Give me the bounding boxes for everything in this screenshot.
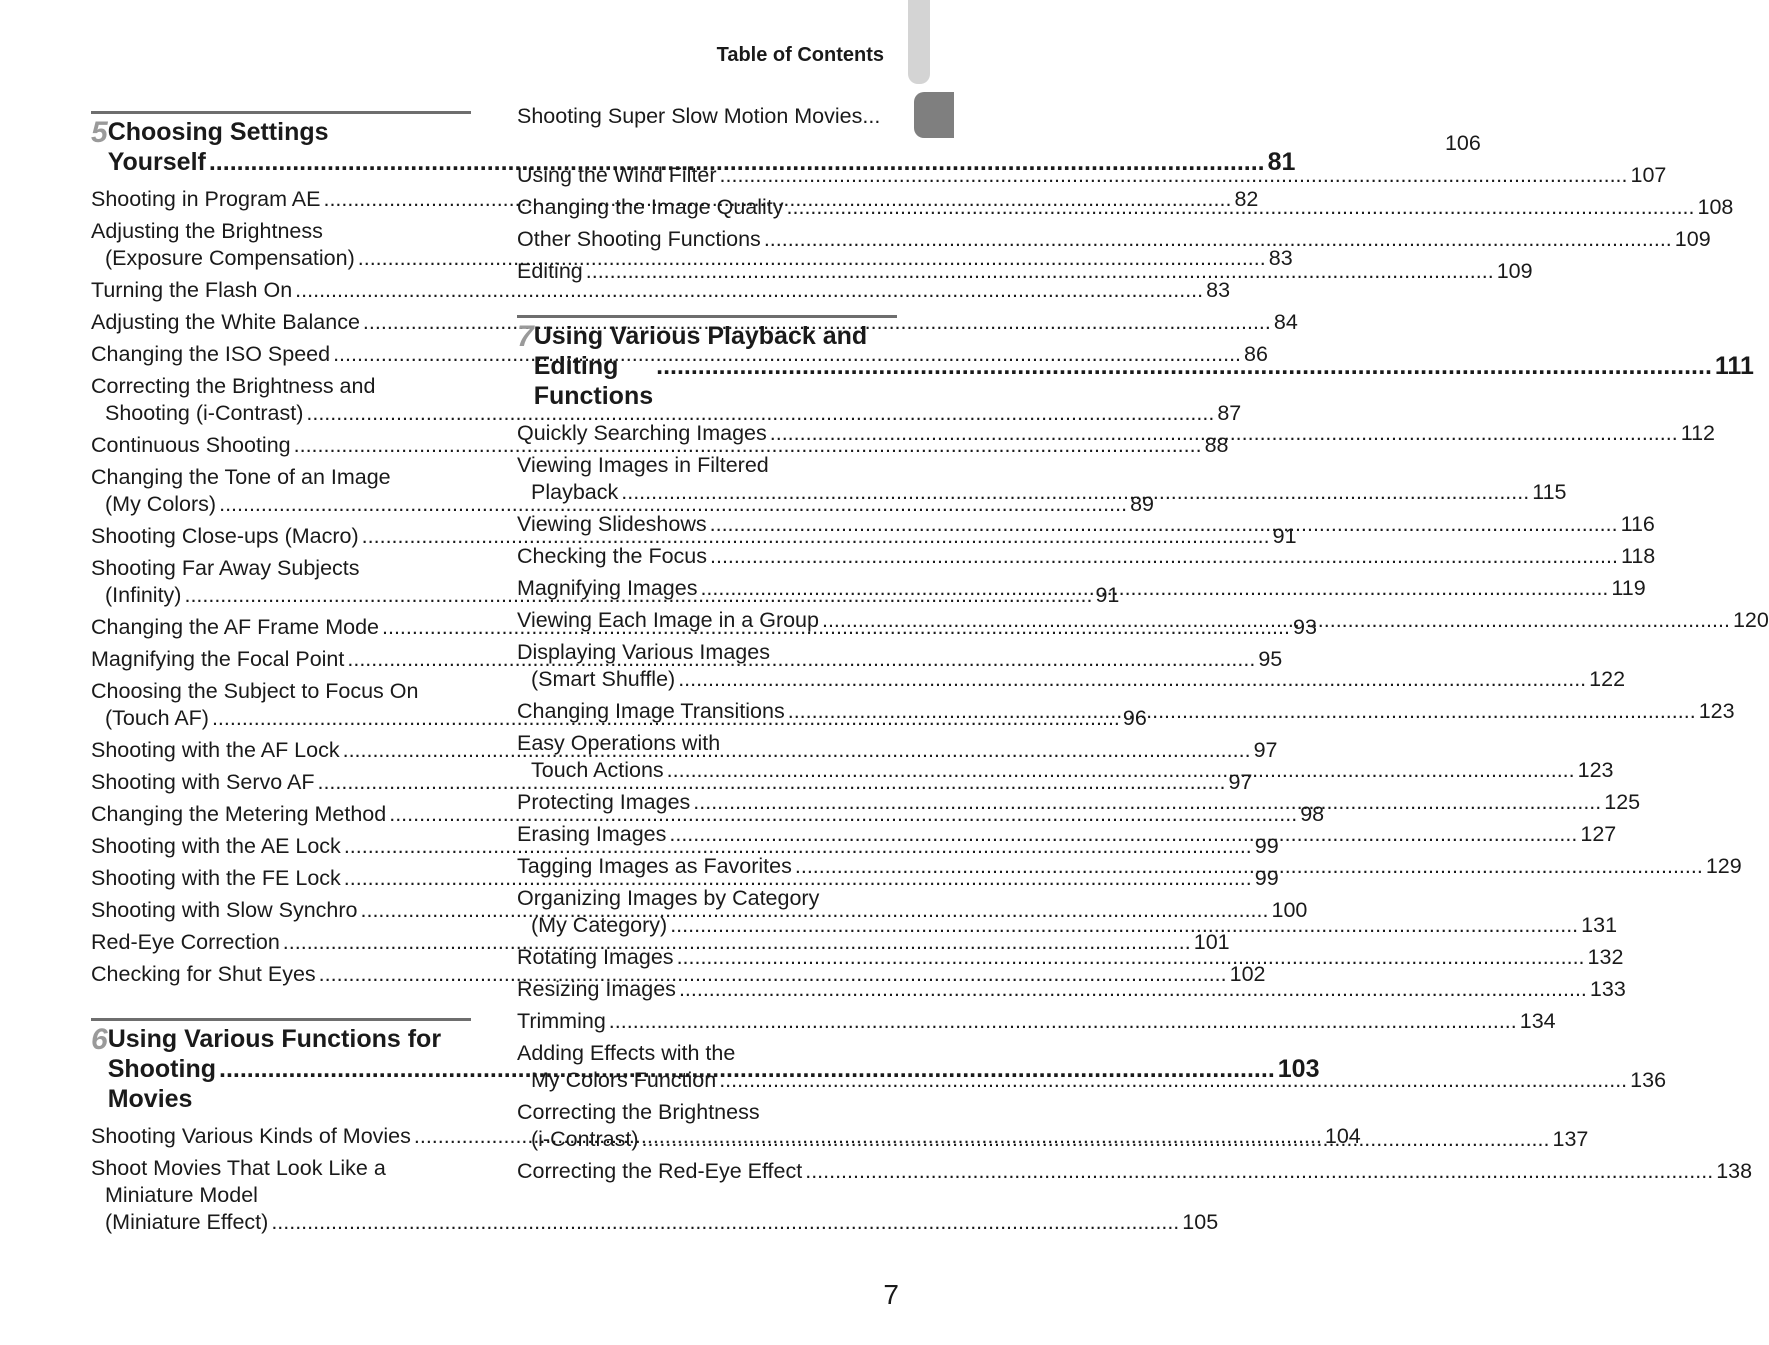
toc-entry-page: 118 bbox=[1620, 544, 1656, 568]
toc-entry-page: 115 bbox=[1532, 480, 1567, 504]
toc-entry-line: Organizing Images by Category bbox=[517, 886, 820, 910]
section-title-line: Using Various Playback and bbox=[533, 322, 868, 350]
section-page: 103 bbox=[1277, 1055, 1320, 1083]
toc-entry-label: Shooting with the AE Lock bbox=[91, 834, 341, 858]
toc-entry-label: Trimming bbox=[517, 1009, 606, 1033]
chapter-number: 7 bbox=[517, 320, 534, 353]
toc-entry-page: 89 bbox=[1130, 492, 1154, 516]
toc-entry-label: Shooting Various Kinds of Movies bbox=[91, 1124, 411, 1148]
toc-entry-label: Shooting (i-Contrast) bbox=[105, 401, 304, 425]
section-title bbox=[534, 321, 1754, 411]
toc-entry-row bbox=[91, 1209, 1219, 1236]
toc-entry-label: (i-Contrast) bbox=[531, 1127, 639, 1151]
section-title-label: Shooting Movies bbox=[107, 1055, 216, 1113]
toc-entry-label: Viewing Slideshows bbox=[517, 512, 707, 536]
toc-entry[interactable] bbox=[91, 929, 1230, 956]
toc-entry-page: 123 bbox=[1577, 758, 1614, 782]
toc-entry-label: Changing Image Transitions bbox=[517, 699, 785, 723]
toc-entry-label: Protecting Images bbox=[517, 790, 691, 814]
toc-entry-page: 100 bbox=[1271, 898, 1308, 922]
dot-leader bbox=[678, 666, 1586, 693]
toc-entry-label: Shooting with the AF Lock bbox=[91, 738, 340, 762]
toc-entry-line: Shooting Far Away Subjects bbox=[91, 556, 360, 580]
toc-entry[interactable] bbox=[91, 277, 1231, 304]
toc-entry-page: 127 bbox=[1580, 822, 1617, 846]
toc-entry-page: 116 bbox=[1620, 512, 1655, 536]
toc-entry-page: 88 bbox=[1204, 433, 1229, 457]
toc-entry-row bbox=[91, 400, 1242, 427]
toc-entry-label: Changing the Metering Method bbox=[91, 802, 387, 826]
section-page: 81 bbox=[1267, 148, 1296, 176]
dot-leader bbox=[710, 543, 1618, 570]
toc-entry-page: 108 bbox=[1697, 195, 1734, 219]
toc-entry-page: 99 bbox=[1254, 834, 1279, 858]
toc-entry-page: 91 bbox=[1272, 524, 1297, 548]
toc-entry-label: Shooting with Servo AF bbox=[91, 770, 315, 794]
toc-entry-label: Changing the AF Frame Mode bbox=[91, 615, 380, 639]
toc-entry-line: Adjusting the Brightness bbox=[91, 219, 323, 243]
dot-leader bbox=[822, 607, 1730, 634]
toc-entry-page: 137 bbox=[1552, 1127, 1589, 1151]
toc-entry-page: 106 bbox=[1444, 131, 1481, 155]
toc-entry-label: (My Colors) bbox=[105, 492, 217, 516]
toc-entry-page: 93 bbox=[1292, 615, 1317, 639]
toc-entry-page: 133 bbox=[1589, 977, 1626, 1001]
toc-entry[interactable] bbox=[91, 961, 1266, 988]
dot-leader bbox=[586, 258, 1494, 285]
toc-entry-label: Red-Eye Correction bbox=[91, 930, 280, 954]
toc-entry[interactable] bbox=[517, 226, 1711, 253]
toc-entry-page: 122 bbox=[1589, 667, 1626, 691]
toc-entry-row bbox=[517, 666, 1626, 693]
toc-entry-label: My Colors Function bbox=[531, 1068, 717, 1092]
toc-entry-line: Changing the Tone of an Image bbox=[91, 465, 391, 489]
toc-entry-line: Displaying Various Images bbox=[517, 640, 770, 664]
toc-entry-page: 107 bbox=[1630, 163, 1667, 187]
toc-entry-label: (Miniature Effect) bbox=[105, 1210, 269, 1234]
chapter-number: 6 bbox=[91, 1023, 108, 1056]
toc-entry-page: 102 bbox=[1229, 962, 1266, 986]
toc-entry-page: 112 bbox=[1680, 421, 1715, 445]
toc-entry-label: Correcting the Red-Eye Effect bbox=[517, 1159, 803, 1183]
section-title-label: Yourself bbox=[107, 148, 206, 176]
dot-leader bbox=[667, 757, 1575, 784]
toc-entry-page: 98 bbox=[1300, 802, 1325, 826]
toc-entry-row bbox=[517, 226, 1711, 253]
toc-entry-page: 129 bbox=[1705, 854, 1742, 878]
toc-entry-label: Continuous Shooting bbox=[91, 433, 291, 457]
toc-entry-page: 119 bbox=[1611, 576, 1646, 600]
toc-entry[interactable] bbox=[517, 103, 1481, 157]
toc-entry-label: Rotating Images bbox=[517, 945, 674, 969]
toc-entry-page: 87 bbox=[1217, 401, 1242, 425]
toc-entry-row bbox=[517, 944, 1624, 971]
dot-leader bbox=[656, 351, 1712, 381]
toc-entry-label: Magnifying the Focal Point bbox=[91, 647, 345, 671]
toc-entry-page: 105 bbox=[1182, 1210, 1219, 1234]
toc-entry-page: 134 bbox=[1519, 1009, 1556, 1033]
toc-entry-page: 109 bbox=[1674, 227, 1711, 251]
toc-entry-page: 131 bbox=[1581, 913, 1618, 937]
dot-leader bbox=[720, 162, 1628, 189]
toc-entry-label: (Touch AF) bbox=[105, 706, 209, 730]
toc-entry-page: 84 bbox=[1273, 310, 1298, 334]
toc-entry-page: 83 bbox=[1268, 246, 1293, 270]
section-title-line: Choosing Settings bbox=[107, 118, 329, 146]
toc-entry-row bbox=[517, 976, 1626, 1003]
toc-entry-page: 96 bbox=[1122, 706, 1147, 730]
toc-entry-label: Changing the ISO Speed bbox=[91, 342, 331, 366]
running-header: Table of Contents bbox=[716, 44, 884, 66]
toc-entry-row bbox=[91, 341, 1268, 368]
toc-entry-row bbox=[91, 277, 1231, 304]
toc-entry-label: Checking the Focus bbox=[517, 544, 708, 568]
toc-entry-label: (Smart Shuffle) bbox=[531, 667, 676, 691]
toc-entry-page: 123 bbox=[1698, 699, 1735, 723]
toc-entry-page: 104 bbox=[1324, 1124, 1361, 1148]
toc-entry[interactable] bbox=[91, 341, 1268, 368]
toc-entry-row bbox=[91, 961, 1266, 988]
section-page: 111 bbox=[1714, 352, 1754, 380]
toc-entry-label: (Exposure Compensation) bbox=[105, 246, 355, 270]
toc-entry[interactable] bbox=[517, 976, 1626, 1003]
toc-entry-page: 138 bbox=[1716, 1159, 1753, 1183]
dot-leader bbox=[770, 420, 1678, 447]
toc-entry-label: Shooting Close-ups (Macro) bbox=[91, 524, 359, 548]
toc-entry-line: Shooting Super Slow Motion Movies... bbox=[517, 104, 881, 128]
toc-entry-row bbox=[517, 543, 1656, 570]
toc-entry-label: Other Shooting Functions bbox=[517, 227, 761, 251]
toc-entry-label: Touch Actions bbox=[531, 758, 664, 782]
toc-entry-line: Correcting the Brightness bbox=[517, 1100, 760, 1124]
toc-entry-page: 125 bbox=[1604, 790, 1641, 814]
dot-leader bbox=[693, 789, 1601, 816]
toc-entry-line: Viewing Images in Filtered bbox=[517, 453, 769, 477]
toc-entry-page: 86 bbox=[1244, 342, 1268, 366]
toc-entry-label: (My Category) bbox=[531, 913, 668, 937]
dot-leader bbox=[679, 976, 1587, 1003]
toc-entry-line: Choosing the Subject to Focus On bbox=[91, 679, 419, 703]
toc-entry-label: Using the Wind Filter bbox=[517, 163, 717, 187]
toc-entry-label: Resizing Images bbox=[517, 977, 676, 1001]
toc-entry-row bbox=[517, 130, 1481, 157]
dot-leader bbox=[677, 944, 1585, 971]
toc-entry-page: 91 bbox=[1095, 583, 1120, 607]
dot-leader bbox=[795, 853, 1703, 880]
dot-leader bbox=[787, 194, 1695, 221]
toc-entry-label: Tagging Images as Favorites bbox=[517, 854, 792, 878]
section-title-label: Editing Functions bbox=[533, 352, 654, 410]
dot-leader bbox=[621, 479, 1529, 506]
toc-entry-row bbox=[517, 1158, 1753, 1185]
dot-leader bbox=[670, 912, 1578, 939]
toc-entry-label: Quickly Searching Images bbox=[517, 421, 767, 445]
toc-entry-line: Adding Effects with the bbox=[517, 1041, 736, 1065]
toc-entry-line: Correcting the Brightness and bbox=[91, 374, 376, 398]
dot-leader bbox=[669, 821, 1577, 848]
dot-leader bbox=[700, 575, 1608, 602]
toc-entry-label: Magnifying Images bbox=[517, 576, 698, 600]
toc-entry[interactable] bbox=[517, 1158, 1753, 1185]
toc-entry-row bbox=[91, 929, 1230, 956]
toc-entry-page: 109 bbox=[1496, 259, 1533, 283]
dot-leader bbox=[788, 698, 1696, 725]
toc-entry-label: Checking for Shut Eyes bbox=[91, 962, 316, 986]
toc-entry-page: 136 bbox=[1630, 1068, 1667, 1092]
toc-entry-row bbox=[517, 912, 1618, 939]
dot-leader bbox=[764, 226, 1672, 253]
toc-entry[interactable] bbox=[517, 944, 1624, 971]
toc-entry-page: 83 bbox=[1206, 278, 1231, 302]
toc-entry-label: Changing the Image Quality bbox=[517, 195, 784, 219]
section-title-row bbox=[534, 351, 1754, 411]
toc-entry-line: Miniature Model bbox=[105, 1183, 258, 1207]
toc-entry-page: 82 bbox=[1234, 187, 1259, 211]
toc-entry-page: 132 bbox=[1587, 945, 1624, 969]
dot-leader bbox=[719, 1067, 1627, 1094]
section-title-line: Using Various Functions for bbox=[107, 1025, 442, 1053]
dot-leader bbox=[609, 1008, 1517, 1035]
toc-entry-page: 101 bbox=[1193, 930, 1230, 954]
toc-entry-label: Adjusting the White Balance bbox=[91, 310, 360, 334]
toc-entry-row bbox=[517, 1008, 1556, 1035]
toc-entry-line: Easy Operations with bbox=[517, 731, 721, 755]
dot-leader bbox=[805, 1158, 1713, 1185]
toc-entry-label: Turning the Flash On bbox=[91, 278, 293, 302]
toc-entry-line: Shoot Movies That Look Like a bbox=[91, 1156, 386, 1180]
dot-leader bbox=[642, 1126, 1550, 1153]
toc-entry[interactable] bbox=[517, 1008, 1556, 1035]
toc-entry-page: 99 bbox=[1254, 866, 1279, 890]
toc-entry-label: Erasing Images bbox=[517, 822, 667, 846]
toc-entry-page: 95 bbox=[1258, 647, 1283, 671]
toc-entry-label: Shooting with the FE Lock bbox=[91, 866, 341, 890]
toc-entry[interactable] bbox=[517, 543, 1656, 570]
toc-entry-page: 120 bbox=[1732, 608, 1769, 632]
toc-entry-label: Playback bbox=[531, 480, 619, 504]
toc-entry-label: Shooting in Program AE bbox=[91, 187, 321, 211]
toc-entry-label: Editing bbox=[517, 259, 583, 283]
page-number: 7 bbox=[883, 1279, 899, 1310]
chapter-tab-top bbox=[908, 0, 930, 84]
toc-entry-label: Shooting with Slow Synchro bbox=[91, 898, 358, 922]
toc-entry-page: 97 bbox=[1253, 738, 1278, 762]
toc-entry-label: (Infinity) bbox=[105, 583, 182, 607]
dot-leader bbox=[710, 511, 1618, 538]
toc-entry-label: Viewing Each Image in a Group bbox=[517, 608, 819, 632]
chapter-number: 5 bbox=[91, 116, 108, 149]
toc-entry-page: 97 bbox=[1228, 770, 1253, 794]
